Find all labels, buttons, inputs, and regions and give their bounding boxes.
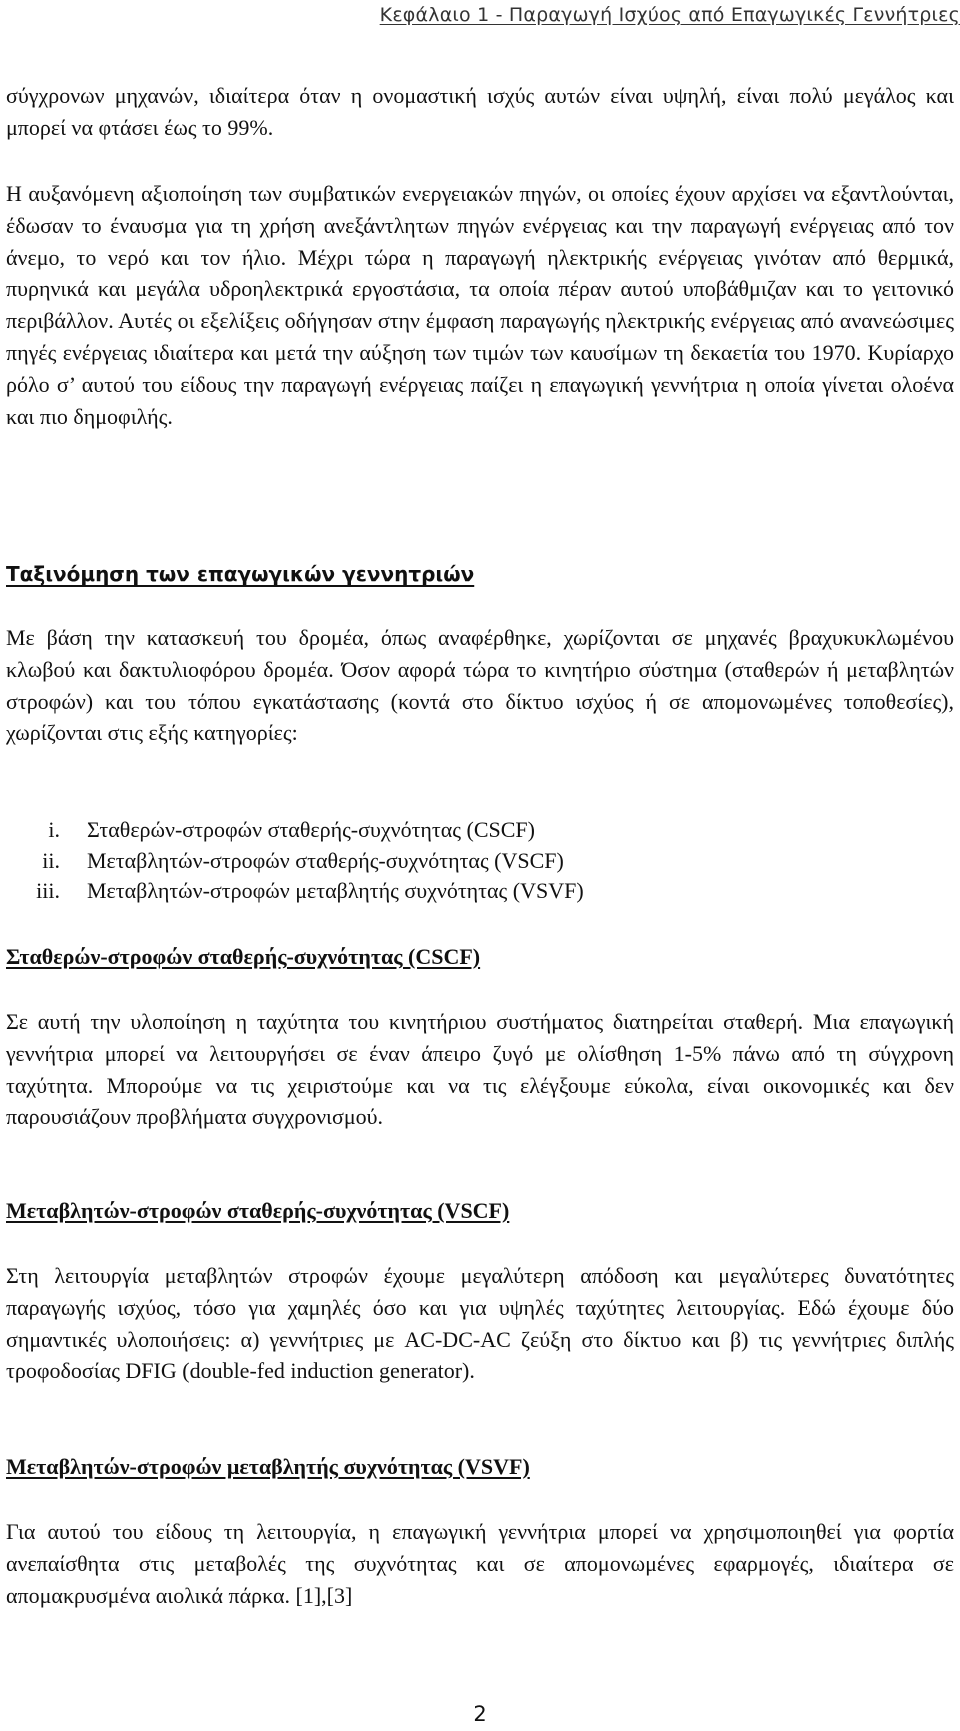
subheading-cscf: Σταθερών-στροφών σταθερής-συχνότητας (CSCF) <box>6 944 481 969</box>
list-item-text: Μεταβλητών-στροφών σταθερής-συχνότητας (VSCF) <box>87 847 564 873</box>
subheading-vsvf: Μεταβλητών-στροφών μεταβλητής συχνότητας (VSVF) <box>6 1454 530 1479</box>
section-heading-classification: Ταξινόμηση των επαγωγικών γεννητριών <box>6 562 475 586</box>
list-item <box>6 815 906 846</box>
list-item-text: Σταθερών-στροφών σταθερής-συχνότητας (CSCF) <box>87 817 535 842</box>
category-list <box>6 815 906 907</box>
paragraph-vsvf: Για αυτού του είδους τη λειτουργία, η επαγωγική γεννήτρια μπορεί να χρησιμοποιηθεί για φορτία ανεπαίσθητα στις μεταβολές της συχνότητας και σε απομονωμένες εφαρμογές, ιδιαίτερα σε απομακρυσμένα αιολικά πάρκα. [1],[3] <box>6 1519 954 1608</box>
paragraph-renewables: Η αυξανόμενη αξιοποίηση των συμβατικών ενεργειακών πηγών, οι οποίες έχουν αρχίσει να εξαντλούνται, έδωσαν το έναυσμα για τη χρήση ανεξάντλητων πηγών ενέργειας και την παραγωγή ενέργειας από τον άνεμο, το νερό και τον ήλιο. Μέχρι τώρα η παραγωγή ηλεκτρικής ενέργειας γινόταν από θερμικά, πυρηνικά και μεγάλα υδροηλεκτρικά εργοστάσια, τα οποία πέραν αυτού υποβάθμιζαν και το γειτονικό περιβάλλον. Αυτές οι εξελίξεις οδήγησαν στην έμφαση παραγωγής ηλεκτρικής ενέργειας από ανανεώσιμες πηγές ενέργειας ιδιαίτερα και μετά την αύξηση των τιμών των καυσίμων τη δεκαετία του 1970. Κυρίαρχο ρόλο σ’ αυτού του είδους την παραγωγή ενέργειας παίζει η επαγωγική γεννήτρια η οποία γίνεται ολοένα και πιο δημοφιλής. <box>6 181 954 429</box>
running-header <box>0 4 960 26</box>
subheading-vscf: Μεταβλητών-στροφών σταθερής-συχνότητας (VSCF) <box>6 1198 510 1223</box>
paragraph-cscf: Σε αυτή την υλοποίηση η ταχύτητα του κινητήριου συστήματος διατηρείται σταθερή. Μια επαγωγική γεννήτρια μπορεί να λειτουργήσει σε έναν άπειρο ζυγό με ολίσθηση 1-5% πάνω από τη σύγχρονη ταχύτητα. Μπορούμε να τις χειριστούμε και να τις ελέγξουμε εύκολα, είναι οικονομικές και δεν παρουσιάζουν προβλήματα συγχρονισμού. <box>6 1009 954 1130</box>
chapter-title: Κεφάλαιο 1 - Παραγωγή Ισχύος από Επαγωγικές Γεννήτριες <box>379 4 960 26</box>
list-item <box>6 846 906 877</box>
list-item-number: i. <box>48 817 60 842</box>
paragraph-vscf: Στη λειτουργία μεταβλητών στροφών έχουμε μεγαλύτερη απόδοση και μεγαλύτερες δυνατότητες παραγωγής ισχύος, τόσο για χαμηλές όσο και για υψηλές ταχύτητες λειτουργίας. Εδώ έχουμε δύο σημαντικές υλοποιήσεις: α) γεννήτριες με AC-DC-AC ζεύξη στο δίκτυο και β) τις γεννήτριες διπλής τροφοδοσίας DFIG (double-fed induction generator). <box>6 1263 954 1384</box>
paragraph-classification: Με βάση την κατασκευή του δρομέα, όπως αναφέρθηκε, χωρίζονται σε μηχανές βραχυκυκλωμένου κλωβού και δακτυλιοφόρου δρομέα. Όσον αφορά τώρα το κινητήριο σύστημα (σταθερών ή μεταβλητών στροφών) και του τόπου εγκατάστασης (κοντά στο δίκτυο ισχύος ή σε απομονωμένες τοποθεσίες), χωρίζονται στις εξής κατηγορίες: <box>6 625 954 746</box>
list-item-text: Μεταβλητών-στροφών μεταβλητής συχνότητας (VSVF) <box>87 878 584 904</box>
list-item-number: ii. <box>42 847 60 873</box>
list-item <box>6 876 906 907</box>
page-number: 2 <box>473 1702 487 1726</box>
list-item-number: iii. <box>36 878 60 904</box>
paragraph-intro: σύγχρονων μηχανών, ιδιαίτερα όταν η ονομαστική ισχύς αυτών είναι υψηλή, είναι πολύ μεγάλος και μπορεί να φτάσει έως το 99%. <box>6 83 954 140</box>
